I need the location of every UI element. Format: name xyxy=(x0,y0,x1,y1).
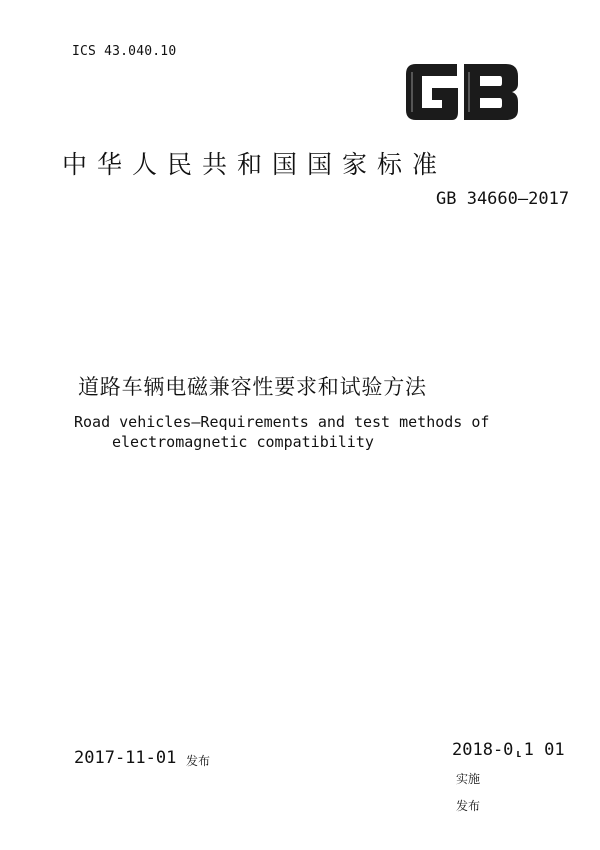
publish-label: 发布 xyxy=(456,799,481,813)
title-en-line-1: Road vehicles—Requirements and test methods of xyxy=(74,413,490,431)
gb-logo xyxy=(402,60,522,124)
implementation-label: 实施 xyxy=(456,772,481,786)
gb-logo-b xyxy=(464,64,518,120)
title-en-line-2: electromagnetic compatibility xyxy=(112,433,374,451)
document-title-cn: 道路车辆电磁兼容性要求和试验方法 xyxy=(78,375,427,399)
document-title-en xyxy=(74,412,564,452)
standard-number: GB 34660—2017 xyxy=(436,189,570,209)
issue-label: 发布 xyxy=(186,754,211,768)
implementation-date: 2018-0⸤1 01 xyxy=(452,740,565,760)
gb-logo-g xyxy=(406,64,458,120)
national-standard-title: 中华人民共和国国家标准 xyxy=(62,150,448,179)
issue-date: 2017-11-01 xyxy=(74,748,177,768)
ics-code: ICS 43.040.10 xyxy=(72,44,177,59)
